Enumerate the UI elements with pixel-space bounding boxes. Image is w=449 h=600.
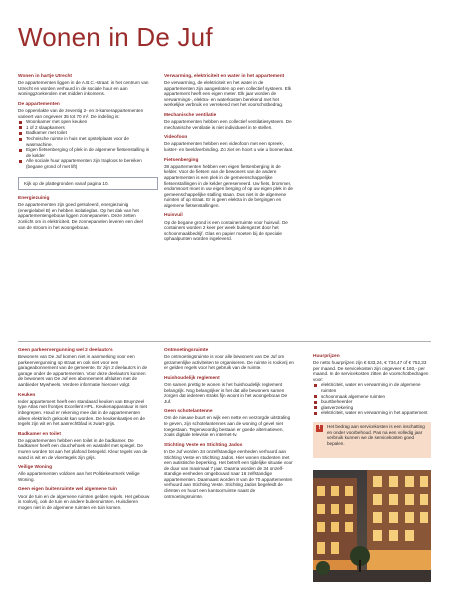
text-satellite-dish: Om de nieuwe buurt en wijk een nette en verzorgde uitstraling te geven, zijn schotelantennes aan de woning of gevel niet toegestaan. Tegenwoordig bestaan er goede alternatieven, zoals digitale televisie en internet-tv. <box>164 415 291 438</box>
list-item: 1 of 2 slaapkamers <box>18 125 150 131</box>
heading-safe-home: Veilige Woning <box>18 465 53 471</box>
text-heating: De verwarming, de elektriciteit en het water in de appartementen zijn aangesloten op een collectief systeem. Elk appartement heeft een eigen meter. Elk jaar worden de verwarmings-, elektra- en waterkosten berekend met het werkelijke verbruik en verrekend met het voorschotbedrag. <box>164 80 292 108</box>
column-community <box>164 348 294 499</box>
list-item: elektriciteit, water en verwarming in het appartement <box>313 410 431 416</box>
text-safe-home: Alle appartementen voldoen aan het Politiekeurmerk Veilige Woning. <box>18 471 140 482</box>
text-house-rules: Om samen prettig te wonen is het huishoudelijk reglement belangrijk. Nog belangrijker is het dat alle bewoners samen zorgen dat iedereen straks fijn woont in het woongebouw De Juf. <box>164 381 288 404</box>
section-divider <box>18 341 431 342</box>
heading-bathroom: Badkamer en toilet <box>18 431 61 437</box>
heading-energy: Energiezuinig <box>18 196 50 202</box>
list-item: Alle sociale huur appartementen zijn traplоos te bereiken (begane grond of met lift) <box>18 158 150 169</box>
list-item: elektriciteit, water en verwarming in de algemene ruimten <box>313 382 431 393</box>
text-meeting-room: De ontmoetingsruimte is voor alle bewoners van De Juf om gezamenlijke activiteiten te organiseren. De ruimte is rookvrij en er gelden regels voor het gebruik van de ruimte. <box>164 354 294 371</box>
text-energy: De appartementen zijn goed geïsoleerd, energiezuinig (energielabel B) en hebben isolatieglas. Op het dak van het appartementengebouw liggen zonnepanelen. Deze zetten zonlicht om in elektriciteit. De zonnepanelen leveren een deel van de stroom in het woongebouw. <box>18 202 143 230</box>
heading-kitchen: Keuken <box>18 392 36 398</box>
service-costs-notice <box>313 422 431 458</box>
text-garden: Voor de tuin en de algemene ruimten gelden regels. Het gebouw is rookvrij, ook de tuin en andere buitenruimten. Huisdieren mogen niet in de algemene ruimten en tuin komen. <box>18 493 150 510</box>
list-item: buurtbeheerder <box>313 399 431 405</box>
layout-list <box>18 119 150 169</box>
page-title: Wonen in De Juf <box>18 22 213 52</box>
heading-bike-storage: Fietsenberging <box>164 157 199 163</box>
heading-rent: Huurprijzen <box>313 354 340 359</box>
heading-foundations: Stichting Veste en Stichting Jados <box>164 442 243 448</box>
heading-location: Wonen in hartje Utrecht <box>18 74 73 79</box>
service-costs-list <box>313 382 431 416</box>
list-item: glasverzekering <box>313 405 431 411</box>
list-item: Woonkamer met open keuken <box>18 119 150 125</box>
heading-house-rules: Huishoudelijk reglement <box>164 375 220 381</box>
text-waste: Op de begane grond is een containerruimte voor huisvuil. De containers worden 2 keer per week buitengezet door het schoonmaakbedrijf. Glas en papier moeten bij de speciale ophaalpunten worden ingeleverd. <box>164 219 288 242</box>
warning-icon: ! <box>316 425 323 432</box>
building-illustration <box>313 470 431 582</box>
heading-heating: Verwarming, elektriciteit en water in het appartement <box>164 74 285 79</box>
heading-garden: Geen eigen buitenruimte wel algemene tuin <box>18 487 117 493</box>
heading-videophone: Videofoon <box>164 135 188 141</box>
list-item: Technische ruimte in huis met opstelplaats voor de wasmachine. <box>18 136 150 147</box>
text-kitchen: Ieder appartement heeft een standaard keuken van Bruynzeel type Atlas met frontjes Excellent HPL. Keukenapparatuur is niet inbegrepen. Houd er rekening mee dat in de appartementen alleen elektrisch gekookt kan worden. De keukenkastjes en de tegels zijn wit en het aanrechtblad is zwart-grijs. <box>18 398 147 427</box>
heading-satellite-dish: Geen schotelantenne <box>164 409 213 415</box>
heading-meeting-room: Ontmoetingsruimte <box>164 348 209 353</box>
text-parking: Bewoners van De Juf komen niet in aanmerking voor een parkeervergunning op straat en ook niet voor een garageabonnement van de gemeente. Er zijn 2 deelauto's in de garage onder de appartementen. Voor deze deelauto's kunnen de bewoners van De Juf een abonnement afsluiten met de aanbieder Mywheels. Verdere informatie hierover volgt. <box>18 354 148 388</box>
text-bathroom: De appartementen hebben een toilet in de badkamer. De badkamer heeft een douchehoek en wastafel met spiegel. De muren worden tot aan het plafond betegeld. Kleur tegels van de wand is wit en de vloertegels zijn grijs. <box>18 437 148 460</box>
text-apartments: De oppervlakte van de zeventig 2- en 3-kamerappartementen varieert van ongeveer 35 tot 70 m². De indeling is: <box>18 107 144 119</box>
column-facilities <box>18 348 150 510</box>
list-item: schoonmaak algemene ruimten <box>313 394 431 400</box>
notice-text: Het bedrag aan servicekosten is een inschatting en onder voorbehoud. Pas na een volledig jaar verbruik kunnen we de servicekosten goed bepalen. <box>327 424 425 446</box>
heading-apartments: De appartementen <box>18 101 60 107</box>
floorplan-reference-box: Kijk op de plattegronden vanaf pagina 10. <box>18 177 158 191</box>
column-utilities <box>164 74 294 242</box>
text-location: De appartementen liggen in de A.B.C.-straat: in het centrum van Utrecht en worden verhuurd in de sociale huur en aan woninggzoekenden met midden inkomens. <box>18 80 149 97</box>
text-rent: De netto huurprijzen zijn € 633,24, € 734,47 of € 752,33 per maand. De servicekosten zijn ongeveer € 160,- per maand. In de servicekosten zitten de voorschotbedragen voor: <box>313 360 429 382</box>
text-videophone: De appartementen hebben een videofoon met een spreek-, luister- en beeldverbinding. Zo ziet en hoort u wie u bonnenlaat. <box>164 141 294 153</box>
list-item: Eigen fietsenberging of plek in de algemene fietsenstalling in de kelder <box>18 147 150 158</box>
heading-waste: Huisvuil <box>164 213 183 219</box>
heading-ventilation: Mechanische ventilatie <box>164 113 217 119</box>
text-ventilation: De appartementen hebben een collectief ventilatiesysteem. De mechanische ventilatie is niet individueel in te stellen. <box>164 119 292 130</box>
heading-parking: Geen parkeervergunning wel 2 deelauto's <box>18 348 113 353</box>
text-bike-storage: 38 appartementen hebben een eigen fietsenberging in de kelder. Voor de fietsen van de bewoners van de andere appartementen is een plek in de gemeenschappelijke fietsenstallingen in de kelder gereserveerd. Uw fiets, brommer, endomsoort moet in uw eigen berging of op uw eigen plek in de gemeenschappelijke stalling staan. Dus niet in de algemene ruimten of op straat. Er is geen elektra in de bergingen en algemene fietsenstallingen. <box>164 163 293 208</box>
column-rent <box>313 354 431 416</box>
list-item: Badkamer met toilet <box>18 130 150 136</box>
column-housing <box>18 74 150 230</box>
building-photo <box>313 470 431 582</box>
text-foundations: In De Juf worden 34 onzelfstandige eenheden verhuurd aan Stichting Veste en Stichting Jados. Hier wonen studenten met een autistische beperking. Het betreft een tijdelijke situatie voor de duur van maximaal 7 jaar. Daarna worden de 34 onzelfstandige eenheden omgebouwd naar 16 zelfstandige appartementen. Daarnaast worden 8 van de 70 appartementen verhuurd aan Stichting Veste. Stichting Jados begeleidt de cliënten en huurt een kantoorruimte naast de ontmoetingsruimte. <box>164 448 293 499</box>
